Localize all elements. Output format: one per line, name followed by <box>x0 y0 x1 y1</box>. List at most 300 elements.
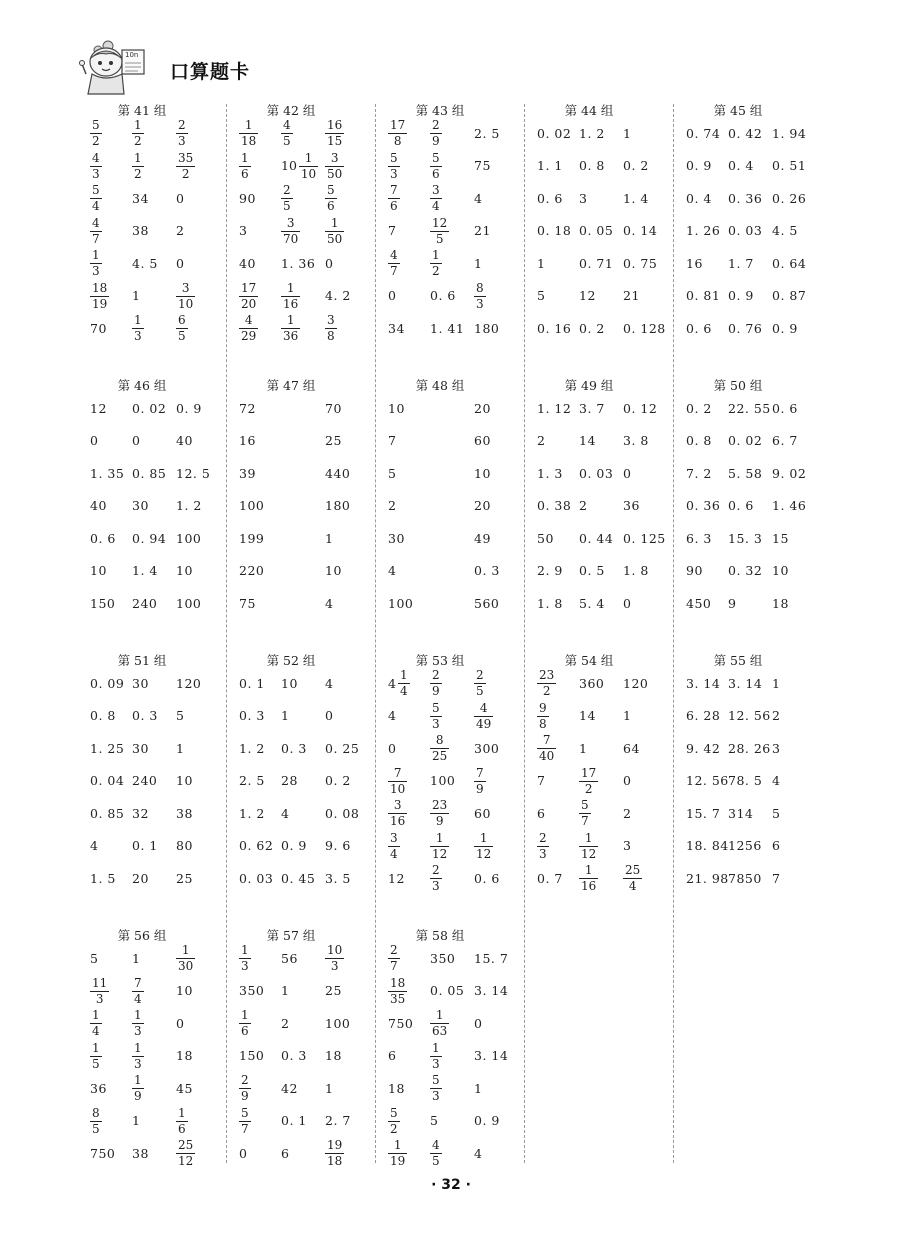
answer-number: 0. 6 <box>474 870 500 886</box>
fraction <box>388 832 400 860</box>
exercise-group <box>90 929 238 1179</box>
exercise-group <box>239 104 387 354</box>
answer-number: 25 <box>325 433 342 448</box>
answer-cell <box>728 151 772 181</box>
answer-cell <box>90 458 134 488</box>
fraction <box>474 767 486 795</box>
answer-number: 1 <box>325 530 334 546</box>
answer-cell <box>325 733 369 763</box>
answer-cell <box>388 313 432 343</box>
answer-cell <box>132 556 176 586</box>
fraction-numerator: 1 <box>244 118 253 132</box>
answer-number: 0. 6 <box>537 190 563 206</box>
answer-cell <box>623 701 667 731</box>
fraction <box>430 1009 449 1037</box>
answer-cell <box>281 118 325 148</box>
fraction <box>299 152 318 180</box>
answer-cell <box>430 248 474 278</box>
fraction-denominator: 35 <box>390 991 406 1006</box>
answer-cell <box>90 313 134 343</box>
answer-cell <box>388 1138 432 1168</box>
answer-cell <box>772 313 816 343</box>
answer-cell <box>325 798 369 828</box>
fraction-numerator: 1 <box>181 943 190 957</box>
fraction-denominator: 2 <box>390 1121 398 1136</box>
fraction <box>430 152 442 180</box>
fraction <box>388 767 407 795</box>
answer-number: 0. 14 <box>623 223 658 238</box>
answer-number: 0 <box>388 288 397 303</box>
answer-cell <box>388 393 432 423</box>
answer-cell <box>239 313 283 343</box>
answer-number: 30 <box>132 740 149 756</box>
answer-number: 5. 58 <box>728 465 763 481</box>
answer-cell <box>474 766 518 796</box>
answer-number: 10 <box>176 983 193 998</box>
answer-cell <box>728 183 772 213</box>
answer-number: 750 <box>90 1145 116 1161</box>
fraction-denominator: 6 <box>241 1024 249 1038</box>
fraction-denominator: 4 <box>390 846 398 861</box>
answer-number: 1. 26 <box>686 223 721 238</box>
fraction-denominator: 10 <box>300 166 317 181</box>
answer-cell <box>430 701 474 731</box>
answer-cell <box>728 118 772 148</box>
answer-cell <box>90 976 134 1006</box>
answer-number: 40 <box>239 255 256 271</box>
answer-cell <box>623 426 667 456</box>
fraction-denominator: 4 <box>92 1024 100 1038</box>
fraction-numerator: 1 <box>134 313 142 327</box>
answer-number: 1 <box>623 125 632 141</box>
answer-number: 39 <box>239 465 256 481</box>
answer-number: 12 <box>579 288 596 303</box>
answer-cell <box>239 766 283 796</box>
exercise-group <box>537 104 685 354</box>
answer-cell <box>325 701 369 731</box>
answer-cell <box>325 556 369 586</box>
fraction-numerator: 17 <box>241 280 257 295</box>
answer-number: 350 <box>239 983 265 998</box>
answer-number: 0. 64 <box>772 255 807 271</box>
answer-cell <box>537 523 581 553</box>
answer-number: 1. 3 <box>537 465 563 481</box>
fraction-denominator: 3 <box>92 166 100 181</box>
answer-number: 75 <box>474 158 491 173</box>
exercise-group <box>686 379 834 629</box>
answer-cell <box>686 798 730 828</box>
answer-cell <box>90 183 134 213</box>
answer-number: 12 <box>388 870 405 886</box>
answer-cell <box>281 1138 325 1168</box>
fraction-numerator: 4 <box>92 150 100 165</box>
exercise-group <box>239 929 387 1179</box>
answer-cell <box>772 393 816 423</box>
answer-cell <box>176 393 220 423</box>
fraction <box>239 282 258 310</box>
fraction-numerator: 2 <box>432 668 440 682</box>
answer-number: 0 <box>325 708 334 723</box>
fraction-denominator: 50 <box>327 231 343 246</box>
answer-cell <box>325 863 369 893</box>
fraction <box>430 702 442 730</box>
exercise-group <box>388 104 536 354</box>
answer-cell <box>176 588 220 618</box>
page-title: 口算题卡 <box>170 61 251 83</box>
answer-number: 4 <box>772 773 781 788</box>
answer-cell <box>474 426 518 456</box>
answer-number: 4 <box>90 838 99 853</box>
answer-number: 4 <box>474 1145 483 1161</box>
answer-number: 12. 56 <box>728 708 771 723</box>
fraction <box>474 832 493 860</box>
answer-number: 0. 32 <box>728 563 763 578</box>
answer-number: 1 <box>772 675 781 691</box>
answer-number: 0. 05 <box>430 983 465 998</box>
fraction <box>474 669 486 697</box>
answer-number: 1 <box>579 740 588 756</box>
answer-cell <box>388 118 432 148</box>
answer-cell <box>537 426 581 456</box>
answer-cell <box>281 668 325 698</box>
answer-number: 21 <box>474 223 491 238</box>
fraction-denominator: 10 <box>390 781 406 796</box>
answer-number: 7850 <box>728 870 762 886</box>
fraction-denominator: 6 <box>432 166 440 181</box>
group-title: 第 45 组 <box>713 103 763 118</box>
fraction <box>90 119 102 147</box>
fraction-denominator: 3 <box>134 1024 142 1038</box>
fraction <box>281 119 293 147</box>
answer-cell <box>239 1138 283 1168</box>
answer-number: 0. 45 <box>281 870 316 886</box>
answer-cell <box>686 766 730 796</box>
answer-cell <box>686 183 730 213</box>
fraction-denominator: 2 <box>542 684 551 698</box>
answer-number: 9. 42 <box>686 740 721 756</box>
fraction <box>132 1074 144 1102</box>
answer-number: 3 <box>623 838 632 853</box>
answer-number: 7 <box>537 773 546 788</box>
answer-number: 30 <box>388 530 405 546</box>
answer-cell <box>474 976 518 1006</box>
fraction-denominator: 20 <box>241 296 257 311</box>
answer-number: 750 <box>388 1015 414 1031</box>
answer-cell <box>388 183 432 213</box>
answer-cell <box>325 1073 369 1103</box>
fraction <box>537 669 556 697</box>
fraction-numerator: 3 <box>286 215 295 230</box>
answer-number: 0. 2 <box>579 320 605 336</box>
fraction-numerator: 1 <box>584 830 593 845</box>
fraction-numerator: 25 <box>178 1138 194 1152</box>
answer-number: 20 <box>132 870 149 886</box>
fraction-denominator: 8 <box>539 716 547 731</box>
answer-number: 90 <box>686 563 703 578</box>
answer-cell <box>176 766 220 796</box>
answer-cell <box>537 831 581 861</box>
answer-cell <box>474 491 518 521</box>
answer-cell <box>388 668 432 698</box>
answer-cell <box>325 1138 369 1168</box>
fraction-denominator: 49 <box>476 716 492 731</box>
answer-number: 0. 87 <box>772 288 807 303</box>
answer-cell <box>281 248 325 278</box>
answer-cell <box>430 281 474 311</box>
answer-number: 0. 9 <box>281 838 307 853</box>
answer-number: 1. 5 <box>90 870 116 886</box>
answer-number: 7 <box>388 433 397 448</box>
answer-number: 16 <box>239 433 256 448</box>
answer-cell <box>430 831 474 861</box>
fraction <box>132 119 144 147</box>
group-title: 第 58 组 <box>415 928 465 943</box>
exercise-group <box>686 654 834 904</box>
answer-number: 3 <box>579 190 588 206</box>
fraction-denominator: 50 <box>327 166 343 181</box>
fraction-denominator: 6 <box>241 166 249 181</box>
fraction-numerator: 2 <box>476 668 484 682</box>
answer-number: 1 <box>537 255 546 271</box>
fraction-numerator: 1 <box>286 313 295 327</box>
answer-cell <box>686 426 730 456</box>
answer-number: 28 <box>281 773 298 788</box>
answer-cell <box>325 668 369 698</box>
answer-cell <box>579 668 623 698</box>
answer-number: 36 <box>90 1080 107 1096</box>
fraction <box>239 944 251 972</box>
answer-cell <box>686 831 730 861</box>
fraction-numerator: 1 <box>134 1040 142 1055</box>
fraction-denominator: 3 <box>432 716 440 731</box>
answer-number: 14 <box>579 708 596 723</box>
answer-cell <box>239 1073 283 1103</box>
answer-cell <box>325 1041 369 1071</box>
fraction-numerator: 2 <box>539 830 547 845</box>
fraction-denominator: 3 <box>432 1056 440 1071</box>
answer-number: 0. 16 <box>537 320 572 336</box>
answer-cell <box>325 151 369 181</box>
answer-cell <box>388 863 432 893</box>
answer-cell <box>686 151 730 181</box>
answer-cell <box>772 831 816 861</box>
answer-cell <box>537 491 581 521</box>
answer-cell <box>90 863 134 893</box>
answer-cell <box>325 1008 369 1038</box>
answer-number: 0. 04 <box>90 773 125 788</box>
answer-cell <box>623 183 667 213</box>
answer-cell <box>728 426 772 456</box>
fraction-numerator: 1 <box>241 1008 249 1022</box>
answer-number: 4 <box>325 595 334 611</box>
answer-cell <box>90 1106 134 1136</box>
answer-cell <box>728 588 772 618</box>
fraction-denominator: 6 <box>178 1121 186 1136</box>
answer-cell <box>90 943 134 973</box>
answer-cell <box>388 701 432 731</box>
answer-cell <box>686 556 730 586</box>
answer-cell <box>176 863 220 893</box>
answer-cell <box>132 588 176 618</box>
answer-number: 12. 56 <box>686 773 729 788</box>
answer-cell <box>474 183 518 213</box>
fraction <box>132 1042 144 1070</box>
fraction <box>325 217 344 245</box>
answer-cell <box>728 313 772 343</box>
answer-cell <box>623 588 667 618</box>
answer-cell <box>579 281 623 311</box>
fraction-denominator: 6 <box>327 199 335 213</box>
answer-number: 1. 4 <box>623 190 649 206</box>
answer-number: 2 <box>176 223 185 238</box>
fraction-numerator: 5 <box>581 798 589 812</box>
answer-cell <box>90 523 134 553</box>
fraction-denominator: 18 <box>241 134 257 148</box>
fraction-denominator: 7 <box>390 959 398 973</box>
fraction-numerator: 2 <box>432 863 440 877</box>
answer-cell <box>430 1138 474 1168</box>
answer-number: 0. 85 <box>132 465 167 481</box>
answer-number: 0. 62 <box>239 838 274 853</box>
answer-cell <box>239 733 283 763</box>
answer-cell <box>132 313 176 343</box>
answer-cell <box>474 668 518 698</box>
answer-cell <box>623 313 667 343</box>
answer-cell <box>325 1106 369 1136</box>
exercise-group <box>388 654 536 904</box>
answer-number: 120 <box>623 675 649 691</box>
fraction <box>474 702 493 730</box>
answer-number: 0. 85 <box>90 805 125 821</box>
answer-cell <box>132 766 176 796</box>
answer-number: 0. 8 <box>686 433 712 448</box>
answer-number: 0 <box>623 773 632 788</box>
answer-cell <box>132 798 176 828</box>
answer-number: 0. 2 <box>325 773 351 788</box>
answer-number: 0. 76 <box>728 320 763 336</box>
fraction-denominator: 30 <box>178 959 194 973</box>
answer-cell <box>90 668 134 698</box>
answer-cell <box>772 183 816 213</box>
answer-number: 9 <box>728 595 737 611</box>
answer-number: 0. 51 <box>772 158 807 173</box>
answer-cell <box>325 216 369 246</box>
answer-cell <box>388 281 432 311</box>
group-title: 第 56 组 <box>117 928 167 943</box>
answer-number: 4. 5 <box>132 255 158 271</box>
fraction-denominator: 5 <box>92 1056 100 1071</box>
answer-number: 38 <box>132 1145 149 1161</box>
fraction-denominator: 4 <box>628 879 637 893</box>
fraction-denominator: 7 <box>241 1121 249 1136</box>
answer-cell <box>281 831 325 861</box>
answer-cell <box>728 458 772 488</box>
answer-number: 5. 4 <box>579 595 605 611</box>
fraction <box>325 944 344 972</box>
fraction-denominator: 3 <box>178 134 186 148</box>
answer-cell <box>537 798 581 828</box>
fraction-numerator: 3 <box>181 280 190 295</box>
answer-cell <box>728 248 772 278</box>
answer-number: 0. 05 <box>579 223 614 238</box>
answer-cell <box>579 491 623 521</box>
answer-cell <box>772 798 816 828</box>
answer-cell <box>579 248 623 278</box>
answer-cell <box>728 523 772 553</box>
fraction <box>388 977 407 1005</box>
answer-number: 1 <box>325 1080 334 1096</box>
answer-cell <box>90 1041 134 1071</box>
answer-number: 314 <box>728 805 754 821</box>
fraction-denominator: 8 <box>393 134 402 148</box>
answer-number: 180 <box>474 320 500 336</box>
answer-cell <box>176 491 220 521</box>
fraction-denominator: 3 <box>390 166 398 181</box>
answer-cell <box>728 798 772 828</box>
answer-cell <box>90 1073 134 1103</box>
answer-number: 0. 03 <box>239 870 274 886</box>
group-title: 第 54 组 <box>564 653 614 668</box>
answer-cell <box>239 798 283 828</box>
answer-cell <box>388 248 432 278</box>
answer-cell <box>623 281 667 311</box>
answer-cell <box>281 943 325 973</box>
answer-cell <box>388 798 432 828</box>
answer-cell <box>474 1008 518 1038</box>
fraction <box>325 119 344 147</box>
answer-cell <box>90 733 134 763</box>
answer-cell <box>772 556 816 586</box>
answer-cell <box>537 151 581 181</box>
answer-cell <box>474 701 518 731</box>
fraction-numerator: 5 <box>92 118 100 132</box>
fraction-denominator: 16 <box>390 814 406 828</box>
fraction <box>176 1139 195 1167</box>
answer-cell <box>132 118 176 148</box>
answer-cell <box>623 863 667 893</box>
answer-cell <box>132 1008 176 1038</box>
answer-number: 3. 14 <box>474 983 509 998</box>
answer-number: 1. 8 <box>623 563 649 578</box>
answer-cell <box>430 216 474 246</box>
answer-number: 18 <box>772 595 789 611</box>
answer-number: 1 <box>623 708 632 723</box>
answer-cell <box>728 701 772 731</box>
answer-number: 300 <box>474 740 500 756</box>
answer-cell <box>176 701 220 731</box>
answer-cell <box>132 1073 176 1103</box>
answer-number: 0. 08 <box>325 805 360 821</box>
fraction-numerator: 8 <box>435 733 444 747</box>
fraction <box>281 217 300 245</box>
answer-number: 5 <box>537 288 546 303</box>
fraction-denominator: 3 <box>134 1056 142 1071</box>
fraction-denominator: 5 <box>178 329 186 343</box>
answer-cell <box>325 248 369 278</box>
answer-number: 12. 5 <box>176 465 211 481</box>
answer-number: 150 <box>90 595 116 611</box>
answer-cell <box>132 183 176 213</box>
fraction <box>239 1074 251 1102</box>
answer-cell <box>537 393 581 423</box>
fraction-denominator: 7 <box>581 814 589 828</box>
answer-cell <box>176 151 220 181</box>
answer-cell <box>537 701 581 731</box>
fraction-denominator: 2 <box>181 166 190 181</box>
answer-cell <box>772 733 816 763</box>
fraction-denominator: 9 <box>476 781 484 796</box>
answer-number: 1256 <box>728 838 762 853</box>
